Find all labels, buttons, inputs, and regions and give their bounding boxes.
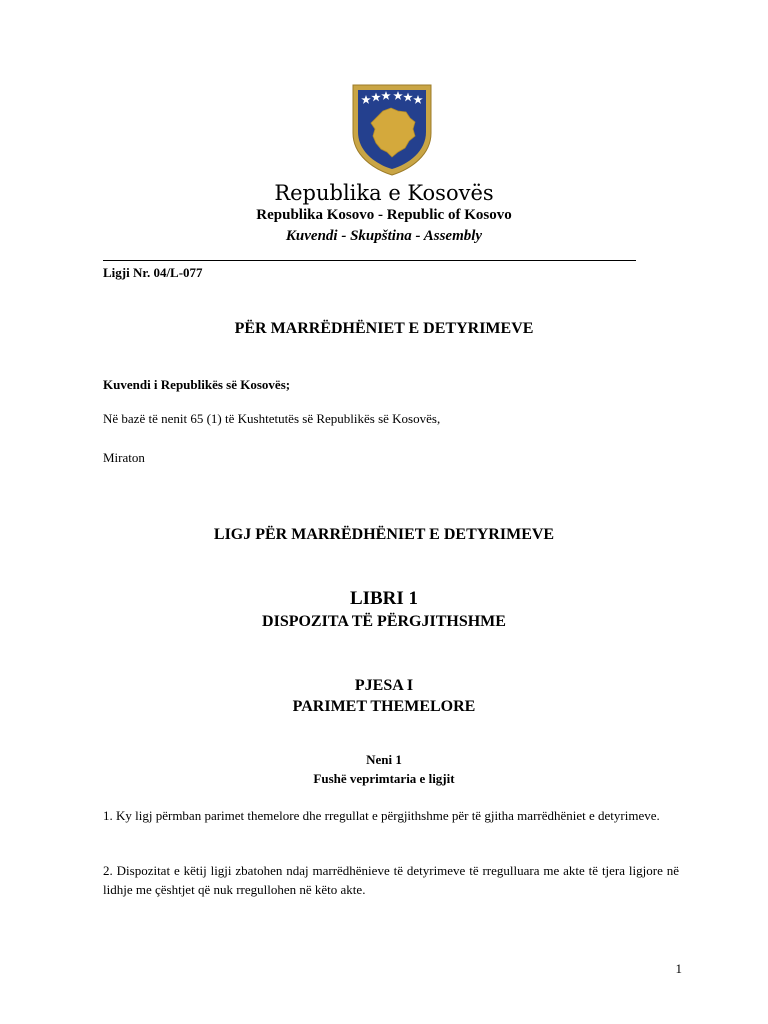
preamble-basis: Në bazë të nenit 65 (1) të Kushtetutës së Republikës së Kosovës, (103, 411, 441, 426)
republic-subtitle: Republika Kosovo - Republic of Kosovo (256, 207, 512, 223)
part-label: PJESA I (354, 677, 414, 694)
law-subject-title: PËR MARRËDHËNIET E DETYRIMEVE (234, 320, 534, 337)
article-label: Neni 1 (366, 752, 402, 767)
page-number: 1 (675, 961, 682, 976)
law-number: Ligji Nr. 04/L-077 (103, 265, 203, 280)
header-divider (103, 260, 636, 261)
article-paragraph: 2. Dispozitat e këtij ligji zbatohen ndaj marrëdhënieve të detyrimeve të rregulluara me akte të tjera ligjore në lidhje me çështjet që nuk rregullohen në këto akte. (103, 863, 679, 897)
book-title: DISPOZITA TË PËRGJITHSHME (262, 613, 506, 630)
article-paragraph: 1. Ky ligj përmban parimet themelore dhe rregullat e përgjithshme për të gjitha marrëdhëniet e detyrimeve. (103, 808, 660, 823)
republic-title: Republika e Kosovës (274, 181, 494, 205)
law-title: LIGJ PËR MARRËDHËNIET E DETYRIMEVE (213, 526, 555, 543)
preamble-adopts: Miraton (103, 450, 145, 465)
preamble-assembly: Kuvendi i Republikës së Kosovës; (103, 377, 291, 392)
assembly-line: Kuvendi - Skupština - Assembly (285, 228, 483, 244)
article-title: Fushë veprimtaria e ligjit (313, 771, 455, 786)
kosovo-coat-of-arms-icon (349, 81, 435, 177)
part-title: PARIMET THEMELORE (292, 698, 476, 715)
book-label: LIBRI 1 (349, 588, 419, 609)
